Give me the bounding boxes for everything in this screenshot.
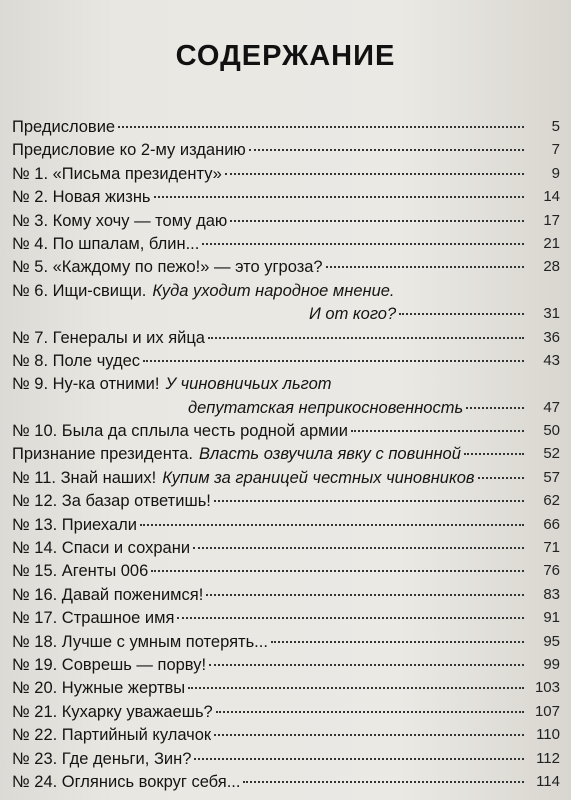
toc-entry-line (12, 188, 524, 207)
toc-entry (12, 748, 560, 771)
dot-leader (188, 687, 524, 689)
toc-entry-title: № 21. Кухарку уважаешь? (12, 702, 213, 721)
dot-leader (118, 126, 524, 128)
toc-entry-title: № 14. Спаси и сохрани (12, 539, 191, 558)
toc-entry-text (12, 516, 137, 535)
toc-entry-text (12, 656, 206, 675)
toc-entry-title: № 3. Кому хочу — тому даю (12, 211, 228, 230)
toc-entry (12, 443, 560, 466)
toc-page-number: 17 (543, 211, 560, 229)
toc-page-number: 7 (551, 141, 560, 159)
dot-leader (464, 453, 524, 455)
toc-entry-text (12, 609, 174, 628)
dot-leader (151, 570, 524, 572)
dot-leader (208, 337, 524, 339)
toc-entry (12, 327, 560, 350)
toc-page-number: 31 (543, 305, 560, 323)
toc-page-number: 28 (543, 258, 560, 276)
toc-entry-title: № 9. Ну-ка отними! (12, 375, 160, 394)
toc-entry-line (12, 679, 524, 698)
toc-page-number: 95 (543, 632, 560, 650)
toc-page-number: 71 (543, 539, 560, 557)
toc-entry (12, 654, 560, 677)
toc-entry-text (12, 258, 323, 277)
toc-entry (12, 537, 560, 560)
toc-entry-text (12, 141, 246, 160)
toc-page-number: 9 (551, 164, 560, 182)
toc-entry (12, 303, 560, 326)
toc-entry-line (12, 726, 524, 745)
toc-entry-title: № 6. Ищи-свищи. (12, 281, 147, 300)
toc-entry-text (12, 422, 348, 441)
toc-entry-title: № 22. Партийный кулачок (12, 726, 212, 745)
dot-leader (214, 500, 524, 502)
toc-entry (12, 350, 560, 373)
toc-entry-text (12, 375, 332, 394)
dot-leader (225, 173, 524, 175)
toc-entry-text (12, 539, 190, 558)
toc-entry-line (12, 562, 524, 581)
toc-entry-subtitle: У чиновничьих льгот (165, 375, 332, 394)
dot-leader (271, 641, 524, 643)
toc-entry-subtitle: Куда уходит народное мнение. (152, 281, 395, 300)
toc-entry-line (12, 656, 524, 675)
dot-leader (140, 524, 524, 526)
toc-entry-subtitle: Купим за границей честных чиновников (162, 468, 475, 487)
toc-entry (12, 163, 560, 186)
toc-page-number: 91 (543, 609, 560, 627)
toc-entry (12, 256, 560, 279)
toc-entry-title: № 12. За базар ответишь! (12, 492, 211, 511)
dot-leader (478, 477, 524, 479)
toc-page-number: 112 (536, 749, 560, 767)
toc-entry-text (12, 703, 213, 722)
toc-entry-text (12, 562, 148, 581)
dot-leader (326, 266, 524, 268)
toc-entry-line (12, 258, 524, 277)
dot-leader (177, 617, 524, 619)
toc-entry-line (12, 492, 524, 511)
toc-page-number: 103 (534, 679, 560, 697)
toc-entry-title: № 4. По шпалам, блин... (12, 234, 200, 253)
dot-leader (193, 547, 524, 549)
toc-entry (12, 116, 560, 139)
dot-leader (194, 758, 524, 760)
page-heading: СОДЕРЖАНИЕ (175, 40, 396, 72)
toc-entry-text (12, 352, 140, 371)
toc-entry (12, 677, 560, 700)
toc-entry-line (12, 539, 524, 558)
toc-page-number: 110 (536, 726, 560, 744)
toc-page-number: 66 (543, 515, 560, 533)
toc-entry (12, 397, 560, 420)
toc-entry-text (12, 726, 211, 745)
toc-entry-title: Признание президента. (12, 445, 193, 464)
toc-entry-title: Предисловие (12, 118, 116, 136)
toc-entry-text (12, 469, 475, 488)
toc-entry-text (12, 329, 205, 348)
dot-leader (154, 196, 524, 198)
toc-entry-text (12, 282, 395, 301)
toc-entry-line (12, 235, 524, 254)
toc-entry (12, 631, 560, 654)
toc-entry-title: № 7. Генералы и их яйца (12, 328, 205, 347)
dot-leader (243, 781, 524, 783)
toc-entry-subtitle: депутатская неприкосновенность (188, 398, 464, 417)
toc-page-number: 76 (543, 562, 560, 580)
toc-entry (12, 724, 560, 747)
toc-entry (12, 186, 560, 209)
toc-entry (12, 420, 560, 443)
toc-entry-text (309, 305, 396, 324)
toc-entry-title: № 8. Поле чудес (12, 351, 141, 370)
toc-page-number: 62 (543, 492, 560, 510)
toc-page-number: 99 (543, 655, 560, 673)
toc-entry-title: № 13. Приехали (12, 515, 137, 534)
toc-entry (12, 233, 560, 256)
dot-leader (216, 711, 524, 713)
toc-page-number: 36 (543, 328, 560, 346)
toc-entry (12, 560, 560, 583)
toc-entry (12, 467, 560, 490)
toc-entry (12, 373, 560, 396)
toc-entry-text (12, 750, 191, 769)
toc-entry-text (12, 586, 203, 605)
toc-entry-line (12, 422, 524, 441)
dot-leader (206, 594, 524, 596)
toc-entry-line (12, 399, 524, 418)
toc-entry (12, 210, 560, 233)
toc-entry-title: № 18. Лучше с умным потерять... (12, 632, 268, 651)
toc-entry-title: № 11. Знай наших! (12, 468, 157, 487)
toc-entry-title: № 20. Нужные жертвы (12, 679, 186, 698)
toc-entry-text (12, 633, 268, 652)
toc-page-number: 5 (551, 118, 560, 135)
toc-entry-text (188, 399, 463, 418)
toc-entry-line (12, 305, 524, 324)
toc-entry (12, 139, 560, 162)
toc-page-number: 21 (543, 234, 560, 252)
toc-entry-subtitle: Власть озвучила явку с повинной (198, 445, 461, 464)
toc-entry-text (12, 118, 115, 137)
toc-entry-line (12, 165, 524, 184)
dot-leader (202, 243, 524, 245)
dot-leader (214, 734, 524, 736)
toc-entry-line (12, 750, 524, 769)
toc-entry-line (12, 212, 524, 231)
toc-entry-title: № 24. Оглянись вокруг себя... (12, 772, 241, 791)
toc-entry-line (12, 445, 524, 464)
toc-page-number: 50 (543, 422, 560, 440)
toc-entry-line (12, 375, 524, 394)
toc-entry-title: № 16. Давай поженимся! (12, 585, 204, 604)
toc-entry-text (12, 188, 151, 207)
toc-entry (12, 490, 560, 513)
toc-entry-line (12, 703, 524, 722)
dot-leader (230, 220, 524, 222)
dot-leader (466, 407, 524, 409)
dot-leader (249, 149, 524, 151)
dot-leader (143, 360, 524, 362)
toc-page-number: 57 (543, 468, 560, 486)
toc-page-number: 14 (543, 188, 560, 206)
toc-entry-title: № 1. «Письма президенту» (12, 164, 222, 183)
dot-leader (399, 313, 524, 315)
toc-entry-title: № 23. Где деньги, Зин? (12, 749, 192, 768)
toc-entry-text (12, 492, 211, 511)
toc-entry (12, 584, 560, 607)
toc-entry-line (12, 118, 524, 137)
toc-entry-title: № 2. Новая жизнь (12, 188, 151, 207)
toc-entry-text (12, 212, 227, 231)
toc-entry-title: Предисловие ко 2-му изданию (12, 141, 246, 160)
toc-entry-title: № 17. Страшное имя (12, 609, 175, 628)
toc-entry-line (12, 633, 524, 652)
toc-entry-text (12, 773, 240, 792)
toc-page-number: 83 (543, 585, 560, 603)
toc-page-number: 114 (536, 772, 560, 790)
toc-entry-line (12, 469, 524, 488)
toc-entry-line (12, 586, 524, 605)
toc-page-number: 52 (543, 445, 560, 463)
toc-entry-subtitle: И от кого? (309, 305, 397, 324)
toc-entry-line (12, 282, 524, 301)
dot-leader (209, 664, 524, 666)
toc-entry-text (12, 445, 461, 464)
dot-leader (351, 430, 524, 432)
toc-entry-line (12, 516, 524, 535)
toc-entry-line (12, 329, 524, 348)
toc-entry-line (12, 141, 524, 160)
toc-page-number: 107 (534, 702, 560, 720)
toc-entry (12, 701, 560, 724)
toc-entry-text (12, 165, 222, 184)
toc-page-number: 47 (543, 398, 560, 416)
toc-entry-text (12, 679, 185, 698)
toc-entry-line (12, 609, 524, 628)
toc-entry (12, 607, 560, 630)
toc-entry (12, 514, 560, 537)
toc-entry-title: № 19. Соврешь — порву! (12, 655, 207, 674)
toc-entry-text (12, 235, 199, 254)
toc-entry-title: № 15. Агенты 006 (12, 562, 149, 581)
toc-entry-title: № 10. Была да сплыла честь родной армии (12, 422, 348, 441)
toc-page-number: 43 (543, 351, 560, 369)
toc-entry-line (12, 352, 524, 371)
toc-entry-line (12, 773, 524, 792)
toc-entry-title: № 5. «Каждому по пежо!» — это угроза? (12, 258, 323, 277)
toc-entry (12, 280, 560, 303)
table-of-contents (12, 116, 560, 794)
toc-entry (12, 771, 560, 794)
